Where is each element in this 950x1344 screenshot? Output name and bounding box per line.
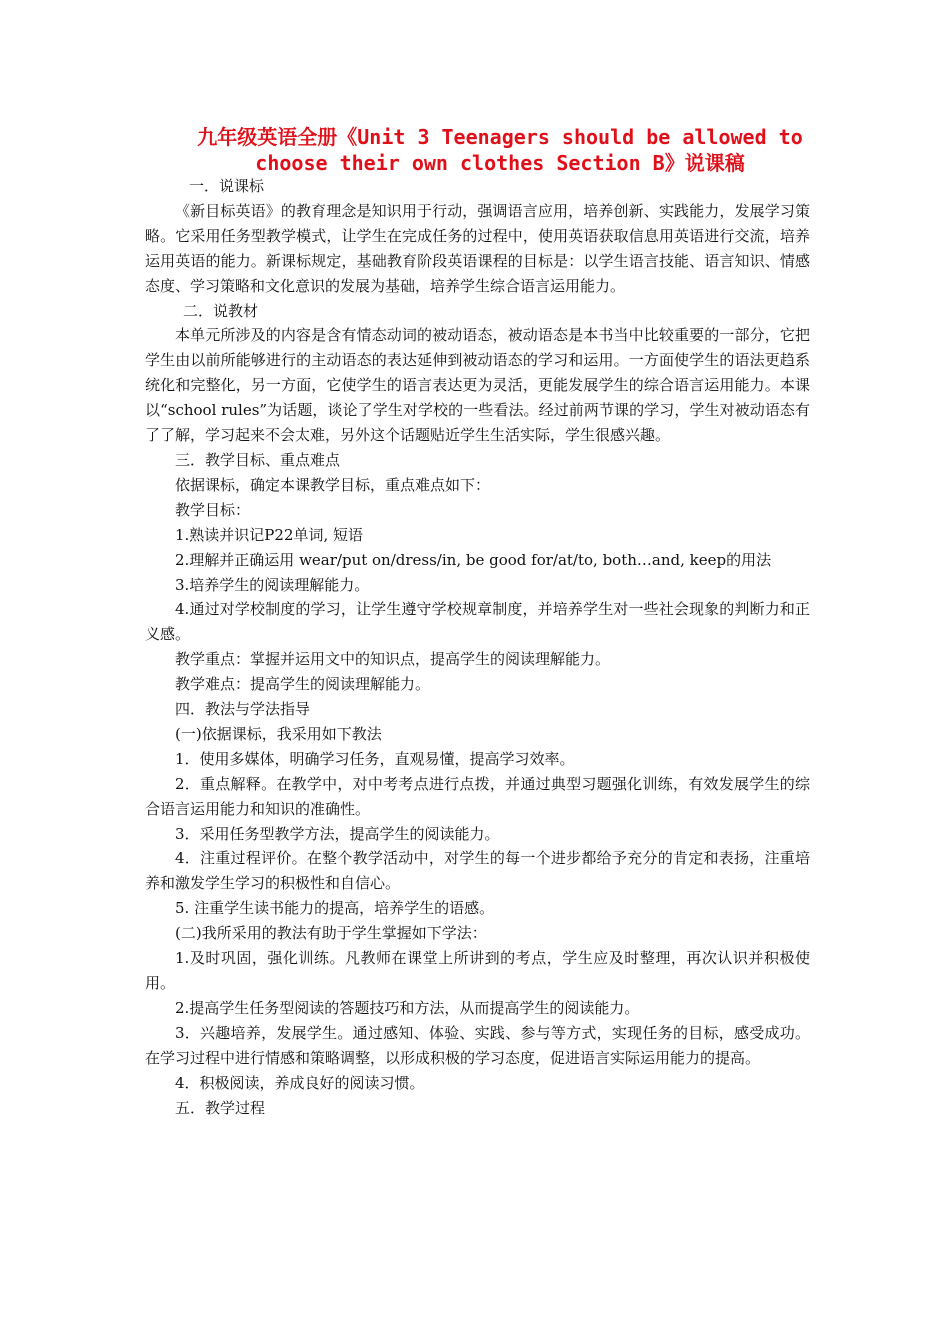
body-paragraph: 2．重点解释。在教学中，对中考考点进行点拨，并通过典型习题强化训练，有效发展学生的综合语言运用能力和知识的准确性。 xyxy=(145,774,810,818)
document-title xyxy=(150,124,850,176)
body-paragraph: 3．采用任务型教学方法，提高学生的阅读能力。 xyxy=(175,824,500,843)
body-paragraph: 教学目标： xyxy=(175,500,251,519)
body-paragraph: 2.提高学生任务型阅读的答题技巧和方法，从而提高学生的阅读能力。 xyxy=(175,998,640,1017)
body-paragraph: (二)我所采用的教法有助于学生掌握如下学法： xyxy=(175,924,487,943)
title-line-2: choose their own clothes Section B》说课稿 xyxy=(255,151,745,175)
title-line-1: 九年级英语全册《Unit 3 Teenagers should be allowed to xyxy=(197,125,803,149)
body-paragraph: 教学重点：掌握并运用文中的知识点，提高学生的阅读理解能力。 xyxy=(175,650,611,669)
body-paragraph: 一．说课标 xyxy=(189,177,265,195)
body-paragraph: 三．教学目标、重点难点 xyxy=(175,450,341,469)
body-paragraph: 本单元所涉及的内容是含有情态动词的被动语态，被动语态是本书当中比较重要的一部分，它把学生由以前所能够进行的主动语态的表达延伸到被动语态的学习和运用。一方面使学生的语法更趋系统化和完整化，另一方面，它使学生的语言表达更为灵活，更能发展学生的综合语言运用能力。本课以“school rules”为话题，谈论了学生对学校的一些看法。经过前两节课的学习，学生对被动语态有了了解，学习起来不会太难，另外这个话题贴近学生生活实际，学生很感兴趣。 xyxy=(145,326,810,445)
body-paragraph: (一)依据课标，我采用如下教法 xyxy=(175,724,382,743)
body-paragraph: 3．兴趣培养，发展学生。通过感知、体验、实践、参与等方式，实现任务的目标，感受成功。在学习过程中进行情感和策略调整，以形成积极的学习态度，促进语言实际运用能力的提高。 xyxy=(145,1023,810,1067)
body-paragraph: 1．使用多媒体，明确学习任务，直观易懂，提高学习效率。 xyxy=(175,749,575,768)
document-body xyxy=(145,174,810,1120)
body-paragraph: 1.及时巩固，强化训练。凡教师在课堂上所讲到的考点，学生应及时整理，再次认识并积极使用。 xyxy=(145,949,810,992)
body-paragraph: 四．教法与学法指导 xyxy=(175,700,311,719)
body-paragraph: 4．注重过程评价。在整个教学活动中，对学生的每一个进步都给予充分的肯定和表扬，注重培养和激发学生学习的积极性和自信心。 xyxy=(145,849,810,893)
body-paragraph: 5. 注重学生读书能力的提高，培养学生的语感。 xyxy=(175,899,495,918)
body-paragraph: 五．教学过程 xyxy=(175,1098,266,1117)
body-paragraph: 依据课标，确定本课教学目标，重点难点如下： xyxy=(175,475,491,494)
body-paragraph: 《新目标英语》的教育理念是知识用于行动，强调语言应用，培养创新、实践能力，发展学习策略。它采用任务型教学模式，让学生在完成任务的过程中，使用英语获取信息用英语进行交流，培养运用英语的能力。新课标规定，基础教育阶段英语课程的目标是：以学生语言技能、语言知识、情感态度、学习策略和文化意识的发展为基础，培养学生综合语言运用能力。 xyxy=(145,201,810,295)
body-paragraph: 1.熟读并识记P22单词, 短语 xyxy=(175,525,364,544)
body-paragraph: 4.通过对学校制度的学习，让学生遵守学校规章制度，并培养学生对一些社会现象的判断力和正义感。 xyxy=(145,600,810,644)
body-paragraph: 4．积极阅读，养成良好的阅读习惯。 xyxy=(175,1073,425,1092)
body-paragraph: 3.培养学生的阅读理解能力。 xyxy=(175,575,370,594)
body-paragraph: 2.理解并正确运用 wear/put on/dress/in, be good for/at/to, both…and, keep的用法 xyxy=(175,550,772,569)
body-paragraph: 二．说教材 xyxy=(183,301,259,320)
body-paragraph: 教学难点：提高学生的阅读理解能力。 xyxy=(175,675,431,694)
